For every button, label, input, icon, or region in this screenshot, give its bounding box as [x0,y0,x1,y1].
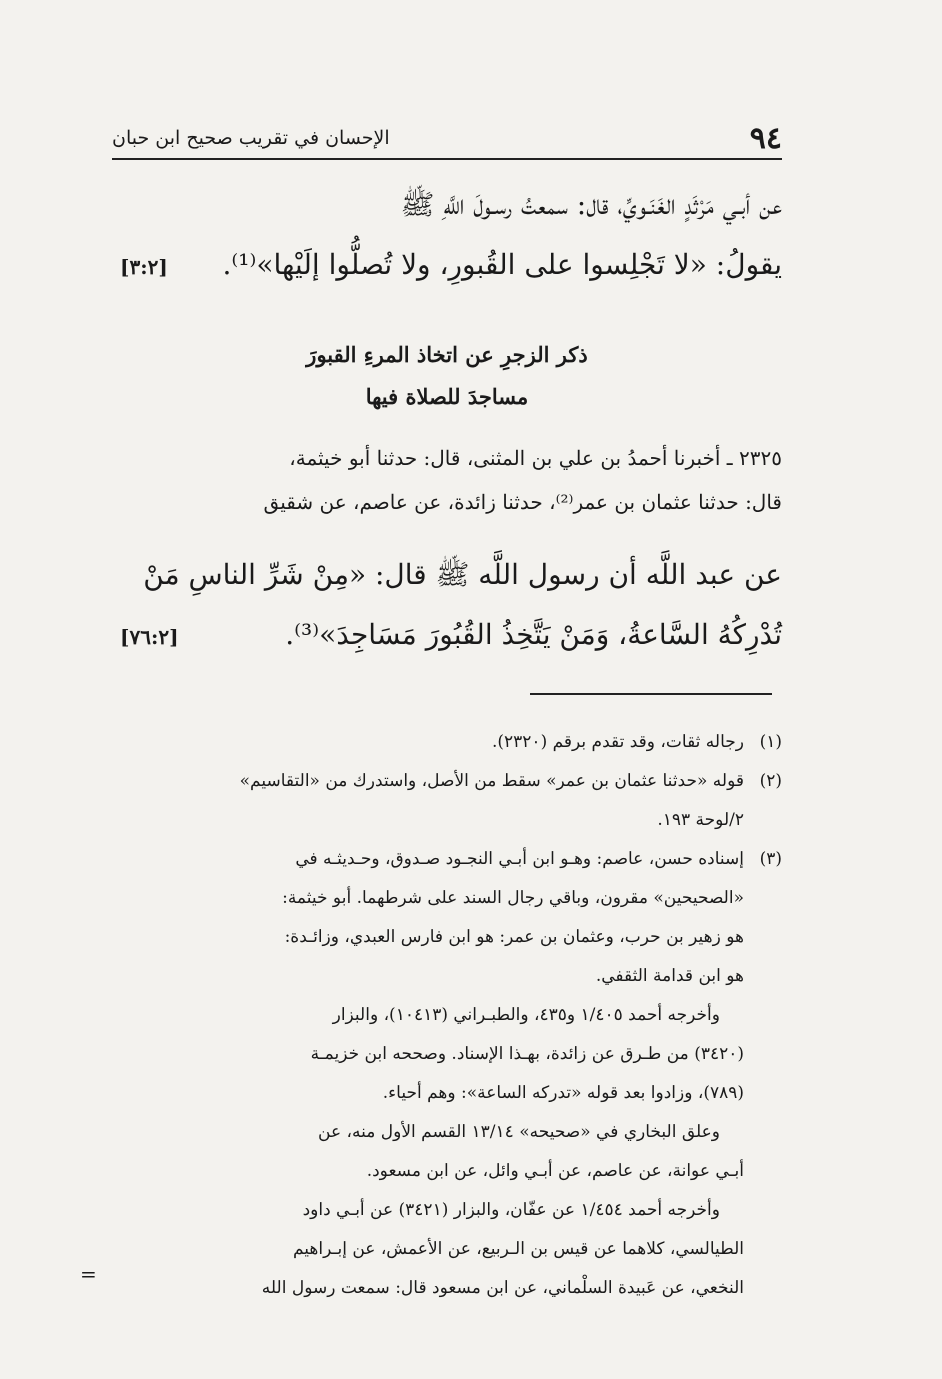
hadith-text: عن عبد اللَّه أن رسول اللَّه ﷺ قال: «مِنْ شَرِّ الناسِ مَنْ [143,558,782,591]
hadith-2325-isnad [112,446,782,534]
footnote-number: (١) [759,732,782,752]
hadith-text: قال: حدثنا عثمان بن عمر⁽²⁾، حدثنا زائدة، عن عاصم، عن شقيق [263,490,782,514]
footnote-line [112,1044,782,1083]
footnote-divider [530,693,772,695]
text-line [112,188,782,248]
text-line [112,490,782,534]
footnote-text: (٣٤٢٠) من طـرق عن زائدة، بهـذا الإسناد. وصححه ابن خزيمـة [310,1044,744,1064]
footnote-line [112,927,782,966]
footnote-number: (٣) [759,849,782,869]
footnote-line [112,1239,782,1278]
text-line [112,558,782,618]
footnote-1 [112,732,782,771]
footnote-text: إسناده حسن، عاصم: وهـو ابن أبـي النجـود صـدوق، وحـديثـه في [295,849,744,869]
text-line [112,446,782,490]
footnote-text: (٧٨٩)، وزادوا بعد قوله «تدركه الساعة»: وهم أحياء. [382,1083,744,1103]
footnote-line [112,1200,782,1239]
reference-marker: [٣:٢] [120,255,168,279]
footnote-text: هو زهير بن حرب، وعثمان بن عمر: هو ابن فارس العبدي، وزائـدة: [284,927,744,947]
running-header [112,118,782,160]
footnote-line [112,1161,782,1200]
chapter-heading-line: مساجدَ للصلاة فيها [365,384,529,409]
footnote-line [112,1005,782,1044]
footnote-text: وعلق البخاري في «صحيحه» ١٣/١٤ القسم الأول منه، عن [318,1122,720,1142]
footnote-text: وأخرجه أحمد ١/٤٠٥ و٤٣٥، والطبـراني (١٠٤١٣)، والبزار [332,1005,720,1025]
footnote-text: الطيالسي، كلاهما عن قيس بن الـربيع، عن الأعمش، عن إبـراهيم [292,1239,744,1259]
chapter-heading [112,342,782,426]
footnote-3 [112,849,782,888]
hadith-text: يقولُ: «لا تَجْلِسوا على القُبورِ، ولا تُصلُّوا إلَيْها»⁽¹⁾. [222,248,782,281]
footnote-line [112,1122,782,1161]
footnote-2 [112,771,782,810]
footnote-line [112,888,782,927]
footnote-number: (٢) [759,771,782,791]
text-line [112,248,782,308]
text-line [112,618,782,678]
reference-marker: [٧٦:٢] [120,625,179,649]
footnote-line [112,1083,782,1122]
chapter-heading-line: ذكر الزجرِ عن اتخاذ المرءِ القبورَ [306,342,588,367]
footnote-line [112,810,782,849]
footnote-text: رجاله ثقات، وقد تقدم برقم (٢٣٢٠). [491,732,744,752]
book-title: الإحسان في تقريب صحيح ابن حبان [112,127,390,149]
footnote-text: «الصحيحين» مقرون، وباقي رجال السند على شرطهما. أبو خيثمة: [282,888,744,908]
page-number: ٩٤ [749,120,782,156]
continuation-mark: = [80,1262,97,1286]
footnote-text: هو ابن قدامة الثقفي. [595,966,744,986]
footnote-line [112,1278,782,1317]
footnote-text: وأخرجه أحمد ١/٤٥٤ عن عفّان، والبزار (٣٤٢١) عن أبـي داود [302,1200,720,1220]
footnote-text: ٢/لوحة ١٩٣. [657,810,744,830]
hadith-text: عن أبـي مَرْثَدٍ الغَنَـويِّ، قال: سمعتُ رسـولَ اللَّهِ ﷺ [400,188,782,221]
hadith-text: ٢٣٢٥ ـ أخبرنا أحمدُ بن علي بن المثنى، قال: حدثنا أبو خيثمة، [289,446,782,470]
hadith-2325-matn [112,558,782,678]
footnote-text: النخعي، عن عَبيدة السلْماني، عن ابن مسعود قال: سمعت رسول الله [261,1278,744,1298]
footnote-text: قوله «حدثنا عثمان بن عمر» سقط من الأصل، واستدرك من «التقاسيم» [239,771,744,791]
top-hadith [112,188,782,308]
hadith-text: تُدْرِكُهُ السَّاعةُ، وَمَنْ يَتَّخِذُ القُبُورَ مَسَاجِدَ»⁽³⁾. [285,618,782,651]
footnote-line [112,966,782,1005]
footnote-text: أبـي عوانة، عن عاصم، عن أبـي وائل، عن ابن مسعود. [366,1161,744,1181]
footnotes [112,732,782,1317]
